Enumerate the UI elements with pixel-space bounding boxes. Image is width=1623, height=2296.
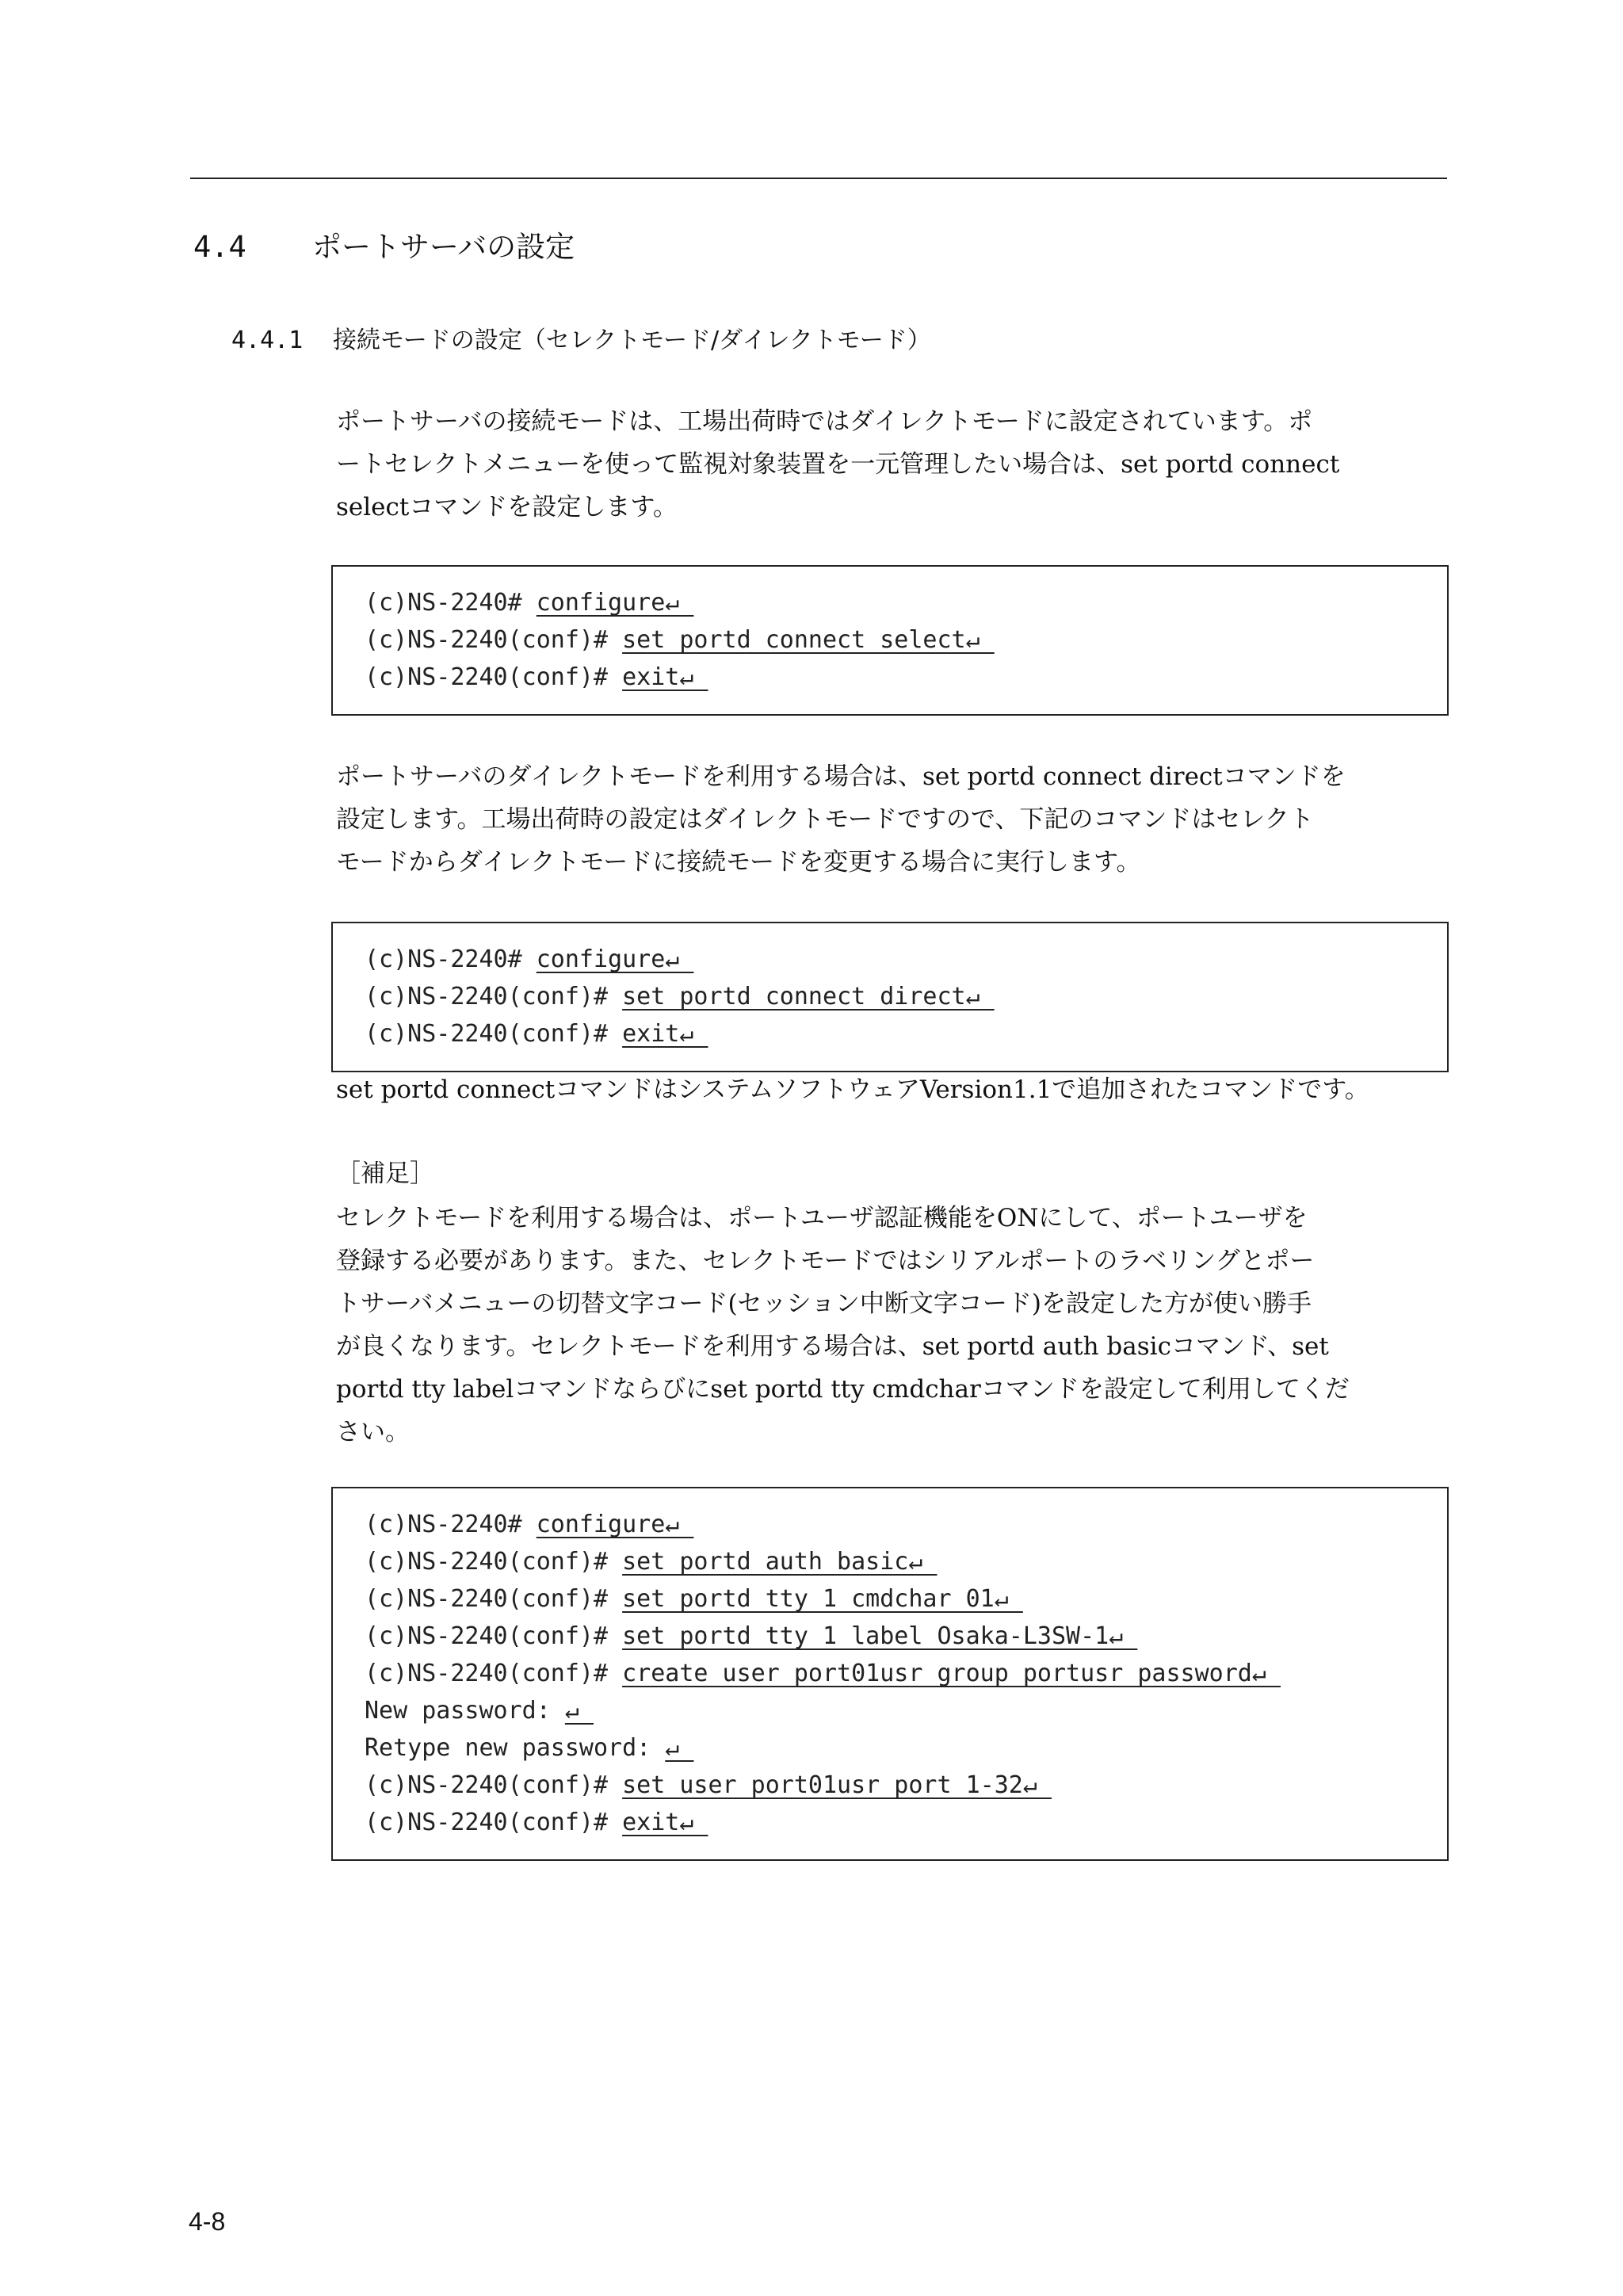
paragraph-line: selectコマンドを設定します。: [336, 493, 678, 521]
code-command: exit↵: [622, 1020, 708, 1048]
code-prompt: (c)NS-2240(conf)#: [365, 983, 623, 1010]
code-prompt: (c)NS-2240(conf)#: [365, 626, 623, 654]
code-line: [365, 1692, 1447, 1729]
code-command: set portd connect direct↵: [622, 983, 995, 1010]
code-line: [365, 1618, 1447, 1655]
paragraph-direct-mode: [336, 755, 1445, 884]
paragraph-line: セレクトモードを利用する場合は、ポートユーザ認証機能をONにして、ポートユーザを: [336, 1204, 1308, 1232]
subsection-number: 4.4.1: [231, 327, 304, 354]
code-command: set user port01usr port 1-32↵: [622, 1771, 1052, 1799]
code-block-direct: [331, 922, 1449, 1072]
code-command: set portd connect select↵: [622, 626, 995, 654]
supplement-heading: ［補足］: [336, 1159, 434, 1188]
paragraph-line: トサーバメニューの切替文字コード(セッション中断文字コード)を設定した方が使い勝手: [336, 1289, 1312, 1318]
code-command: configure↵: [536, 589, 694, 617]
code-line: [365, 1580, 1447, 1618]
code-line: [365, 1543, 1447, 1580]
code-prompt: (c)NS-2240#: [365, 1511, 537, 1538]
code-command: set portd tty 1 label Osaka-L3SW-1↵: [622, 1622, 1138, 1650]
paragraph-connect-mode: [336, 400, 1445, 529]
subsection-heading: [231, 323, 931, 358]
code-prompt: (c)NS-2240(conf)#: [365, 1771, 623, 1799]
code-prompt: (c)NS-2240(conf)#: [365, 1585, 623, 1613]
code-prompt: (c)NS-2240(conf)#: [365, 1548, 623, 1576]
code-prompt: (c)NS-2240(conf)#: [365, 663, 623, 691]
version-note: set portd connectコマンドはシステムソフトウェアVersion1.1で追加されたコマンドです。: [336, 1075, 1369, 1104]
code-line: [365, 1767, 1447, 1804]
paragraph-line: ポートサーバのダイレクトモードを利用する場合は、set portd connect directコマンドを: [336, 762, 1346, 791]
paragraph-line: モードからダイレクトモードに接続モードを変更する場合に実行します。: [336, 848, 1141, 877]
section-title: ポートサーバの設定: [312, 230, 575, 264]
code-line: [365, 1655, 1447, 1692]
code-prompt: (c)NS-2240#: [365, 589, 537, 617]
paragraph-line: さい。: [336, 1418, 410, 1446]
code-line: [365, 1729, 1447, 1767]
code-prompt: (c)NS-2240(conf)#: [365, 1809, 623, 1836]
code-line: [365, 941, 1447, 978]
subsection-title: 接続モードの設定（セレクトモード/ダイレクトモード）: [333, 327, 931, 354]
code-command: set portd auth basic↵: [622, 1548, 938, 1576]
code-command: exit↵: [622, 663, 708, 691]
code-prompt: (c)NS-2240(conf)#: [365, 1020, 623, 1048]
paragraph-supplement: [336, 1197, 1445, 1454]
code-command: ↵: [564, 1697, 594, 1725]
code-line: [365, 1015, 1447, 1052]
paragraph-line: 登録する必要があります。また、セレクトモードではシリアルポートのラベリングとポー: [336, 1247, 1315, 1275]
code-line: [365, 978, 1447, 1015]
code-command: set portd tty 1 cmdchar 01↵: [622, 1585, 1023, 1613]
code-prompt: (c)NS-2240(conf)#: [365, 1622, 623, 1650]
paragraph-line: portd tty labelコマンドならびにset portd tty cmdcharコマンドを設定して利用してくだ: [336, 1375, 1350, 1404]
section-number: 4.4: [193, 230, 246, 264]
paragraph-line: 設定します。工場出荷時の設定はダイレクトモードですので、下記のコマンドはセレクト: [336, 805, 1314, 834]
code-line: [365, 1804, 1447, 1841]
page-number: 4-8: [189, 2207, 226, 2236]
paragraph-line: ートセレクトメニューを使って監視対象装置を一元管理したい場合は、set portd connect: [336, 450, 1340, 479]
code-line: [365, 621, 1447, 659]
code-block-select-setup: [331, 1487, 1449, 1861]
code-command: ↵: [665, 1734, 694, 1762]
header-rule: [190, 178, 1447, 179]
code-prompt: (c)NS-2240(conf)#: [365, 1660, 623, 1687]
code-line: [365, 1506, 1447, 1543]
paragraph-line: が良くなります。セレクトモードを利用する場合は、set portd auth basicコマンド、set: [336, 1332, 1329, 1361]
code-prompt: Retype new password:: [365, 1734, 666, 1762]
code-prompt: New password:: [365, 1697, 565, 1725]
section-heading: [193, 227, 575, 268]
code-line: [365, 659, 1447, 696]
code-command: exit↵: [622, 1809, 708, 1836]
code-line: [365, 584, 1447, 621]
code-block-select: [331, 565, 1449, 716]
code-command: configure↵: [536, 1511, 694, 1538]
paragraph-line: ポートサーバの接続モードは、工場出荷時ではダイレクトモードに設定されています。ポ: [336, 407, 1313, 436]
code-prompt: (c)NS-2240#: [365, 946, 537, 973]
code-command: configure↵: [536, 946, 694, 973]
code-command: create user port01usr group portusr password↵: [622, 1660, 1281, 1687]
